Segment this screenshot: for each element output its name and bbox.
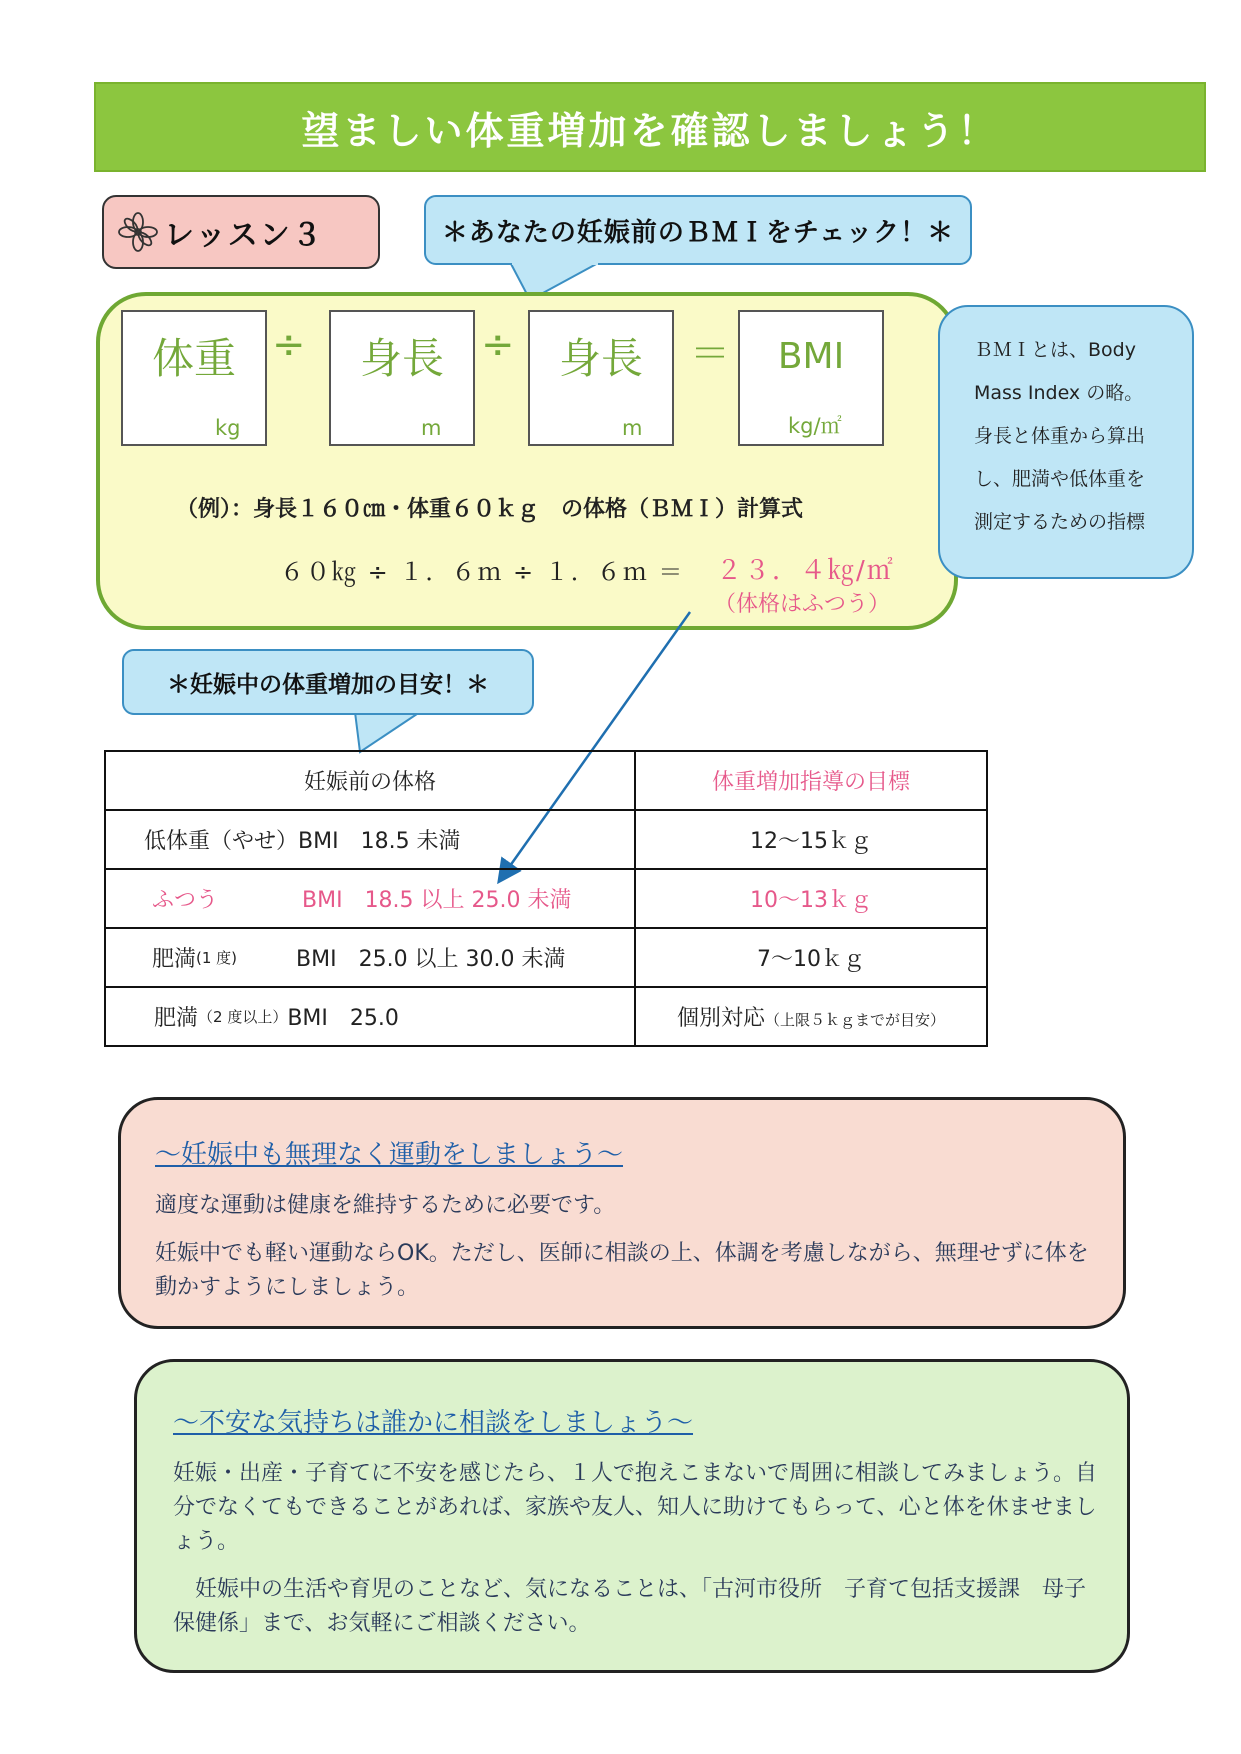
example-calculation: ６０㎏ ÷ １．６ｍ ÷ １．６ｍ ＝	[280, 558, 685, 586]
bmi-range: BMI 18.5 以上 25.0 未満	[302, 888, 572, 913]
exercise-paragraph: 適度な運動は健康を維持するために必要です。	[155, 1193, 616, 1218]
target-cell: 12～15ｋｇ	[635, 810, 987, 869]
equals-sign: ＝	[690, 331, 730, 377]
weight-unit: kg	[215, 416, 241, 440]
consult-title: ～不安な気持ちは誰かに相談をしましょう～	[173, 1408, 694, 1438]
table-row	[105, 869, 987, 928]
weight-gain-bubble	[122, 649, 534, 715]
exercise-info-box	[118, 1097, 1126, 1329]
example-result: ２３．４㎏/㎡	[716, 556, 895, 586]
target-cell: 10～13ｋｇ	[635, 869, 987, 928]
bmi-unit: kg/㎡	[788, 414, 842, 438]
target-cell: 7～10ｋｇ	[635, 928, 987, 987]
height-unit: m	[421, 416, 442, 440]
bmi-note-line: ＢＭＩとは、Body	[974, 339, 1136, 361]
table-header-row	[105, 751, 987, 810]
bmi-check-text: ＊あなたの妊娠前のＢＭＩをチェック！＊	[441, 217, 955, 248]
category: 肥満	[154, 1006, 199, 1031]
bmi-range: BMI 25.0	[287, 1006, 399, 1031]
target-note: （上限５ｋｇまでが目安）	[765, 1011, 946, 1029]
category-note: （2 度以上）	[198, 1008, 288, 1026]
consult-paragraph: 妊娠・出産・子育てに不安を感じたら、１人で抱えこまないで周囲に相談してみましょう。自分でなくてもできることがあれば、家族や友人、知人に助けてもらって、心と体を休ませましょう。	[173, 1461, 1098, 1554]
exercise-title: ～妊娠中も無理なく運動をしましょう～	[155, 1140, 624, 1170]
category: 肥満	[152, 947, 197, 972]
lesson-text: レッスン３	[164, 218, 324, 253]
weight-gain-table	[104, 750, 988, 1047]
consult-paragraph: 妊娠中の生活や育児のことなど、気になることは、「古河市役所 子育て包括支援課 母子保健係」まで、お気軽にご相談ください。	[173, 1577, 1087, 1636]
consultation-info-box	[134, 1359, 1130, 1673]
bmi-range: BMI 18.5 未満	[298, 829, 461, 854]
height-label: 身長	[558, 334, 643, 383]
category-note: (1 度)	[196, 949, 238, 967]
bmi-note-line: 身長と体重から算出	[974, 425, 1146, 447]
weight-label: 体重	[151, 334, 236, 383]
table-row	[105, 987, 987, 1046]
weight-gain-bubble-text: ＊妊娠中の体重増加の目安！＊	[167, 671, 489, 698]
target-text: 個別対応	[676, 1006, 765, 1031]
page-title: 望ましい体重増加を確認しましょう！	[301, 108, 999, 153]
bmi-note-line: し、肥満や低体重を	[974, 468, 1146, 490]
height-label: 身長	[359, 334, 444, 383]
category: ふつう	[152, 888, 219, 913]
bmi-label: BMI	[777, 336, 845, 377]
height-unit: m	[622, 416, 643, 440]
divide-sign: ÷	[481, 322, 515, 368]
bmi-range: BMI 25.0 以上 30.0 未満	[296, 947, 566, 972]
bmi-note-line: 測定するための指標	[974, 511, 1146, 533]
divide-sign: ÷	[272, 322, 306, 368]
table-row	[105, 810, 987, 869]
category: 低体重（やせ）	[144, 829, 299, 854]
table-header: 妊娠前の体格	[105, 751, 635, 810]
exercise-paragraph: 妊娠中でも軽い運動ならOK。ただし、医師に相談の上、体調を考慮しながら、無理せずに体を動かすようにしましょう。	[155, 1241, 1089, 1300]
table-row	[105, 928, 987, 987]
table-header: 体重増加指導の目標	[635, 751, 987, 810]
bmi-note-line: Mass Index の略。	[974, 382, 1144, 404]
example-heading: （例）：身長１６０㎝・体重６０ｋｇ の体格（ＢＭＩ）計算式	[176, 497, 804, 522]
example-result-note: （体格はふつう）	[714, 592, 891, 617]
